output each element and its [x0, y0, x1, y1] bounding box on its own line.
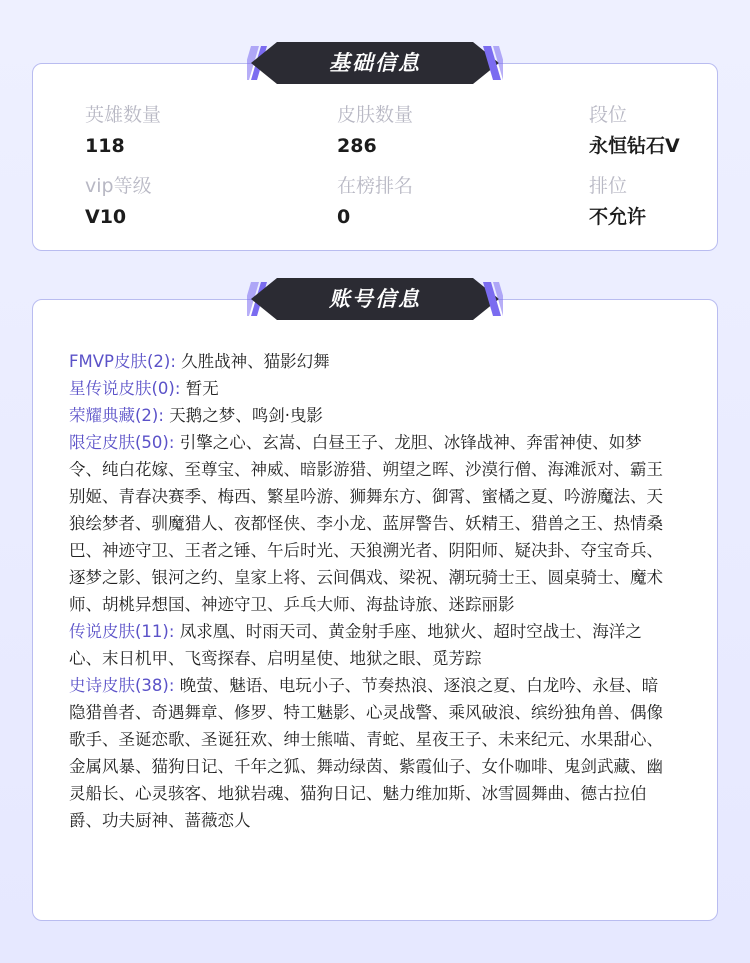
rank-label: 段位 [589, 104, 628, 126]
leaderboard-cell [337, 173, 589, 244]
vip-level-label: vip等级 [85, 175, 152, 197]
category-items: 凤求凰、时雨天司、黄金射手座、地狱火、超时空战士、海洋之心、末日机甲、飞鸾探春、启明星使、地狱之眼、觅芳踪 [69, 622, 642, 668]
account-info-card [32, 299, 718, 921]
skin-count-value: 286 [337, 135, 377, 157]
category-glory-collection [69, 402, 673, 429]
category-label: 传说皮肤(11): [69, 622, 175, 641]
hero-count-cell [85, 102, 337, 173]
basic-info-grid [85, 102, 697, 244]
category-items: 暂无 [185, 379, 219, 398]
category-star-legend [69, 375, 673, 402]
category-items: 引擎之心、玄嵩、白昼王子、龙胆、冰锋战神、奔雷神使、如梦令、纯白花嫁、至尊宝、神威、暗影游猎、朔望之晖、沙漠行僧、海滩派对、霸王别姬、青春决赛季、梅西、繁星吟游、狮舞东方、御霄、蜜橘之夏、吟游魔法、天狼绘梦者、驯魔猎人、夜都怪侠、李小龙、蓝屏警告、妖精王、猎兽之王、热情桑巴、神迹守卫、王者之锤、午后时光、天狼溯光者、阴阳师、疑决卦、夺宝奇兵、逐梦之影、银河之约、皇家上将、云间偶戏、梁祝、潮玩骑士王、圆桌骑士、魔术师、胡桃异想国、神迹守卫、乒乓大师、海盐诗旅、迷踪丽影 [69, 433, 663, 614]
category-epic [69, 672, 673, 834]
category-items: 晚萤、魅语、电玩小子、节奏热浪、逐浪之夏、白龙吟、永昼、暗隐猎兽者、奇遇舞章、修罗、特工魅影、心灵战警、乘风破浪、缤纷独角兽、偶像歌手、圣诞恋歌、圣诞狂欢、绅士熊喵、青蛇、星夜王子、未来纪元、水果甜心、金属风暴、猫狗日记、千年之狐、舞动绿茵、紫霞仙子、女仆咖啡、鬼剑武藏、幽灵船长、心灵骇客、地狱岩魂、猫狗日记、魅力维加斯、冰雪圆舞曲、德古拉伯爵、功夫厨神、蔷薇恋人 [69, 676, 663, 830]
vip-level-value: V10 [85, 206, 127, 228]
category-label: 限定皮肤(50): [69, 433, 175, 452]
account-info-banner [247, 276, 503, 322]
leaderboard-label: 在榜排名 [337, 175, 414, 197]
hero-count-label: 英雄数量 [85, 104, 162, 126]
category-label: 史诗皮肤(38): [69, 676, 175, 695]
leaderboard-value: 0 [337, 206, 351, 228]
basic-info-banner [247, 40, 503, 86]
rank-value: 永恒钻石V [589, 135, 680, 157]
category-label: 荣耀典藏(2): [69, 406, 164, 425]
account-info-title: 账号信息 [329, 287, 421, 311]
category-label: FMVP皮肤(2): [69, 352, 176, 371]
basic-info-title: 基础信息 [329, 51, 421, 75]
ranking-cell [589, 173, 729, 244]
skin-count-label: 皮肤数量 [337, 104, 414, 126]
category-items: 久胜战神、猫影幻舞 [181, 352, 330, 371]
ranking-value: 不允许 [589, 206, 647, 228]
basic-info-card [32, 63, 718, 251]
category-label: 星传说皮肤(0): [69, 379, 181, 398]
category-legend [69, 618, 673, 672]
category-limited [69, 429, 673, 618]
vip-level-cell [85, 173, 337, 244]
hero-count-value: 118 [85, 135, 125, 157]
account-info-content [69, 348, 673, 834]
ranking-label: 排位 [589, 175, 628, 197]
category-fmvp [69, 348, 673, 375]
category-items: 天鹅之梦、鸣剑·曳影 [169, 406, 323, 425]
rank-cell [589, 102, 729, 173]
skin-count-cell [337, 102, 589, 173]
